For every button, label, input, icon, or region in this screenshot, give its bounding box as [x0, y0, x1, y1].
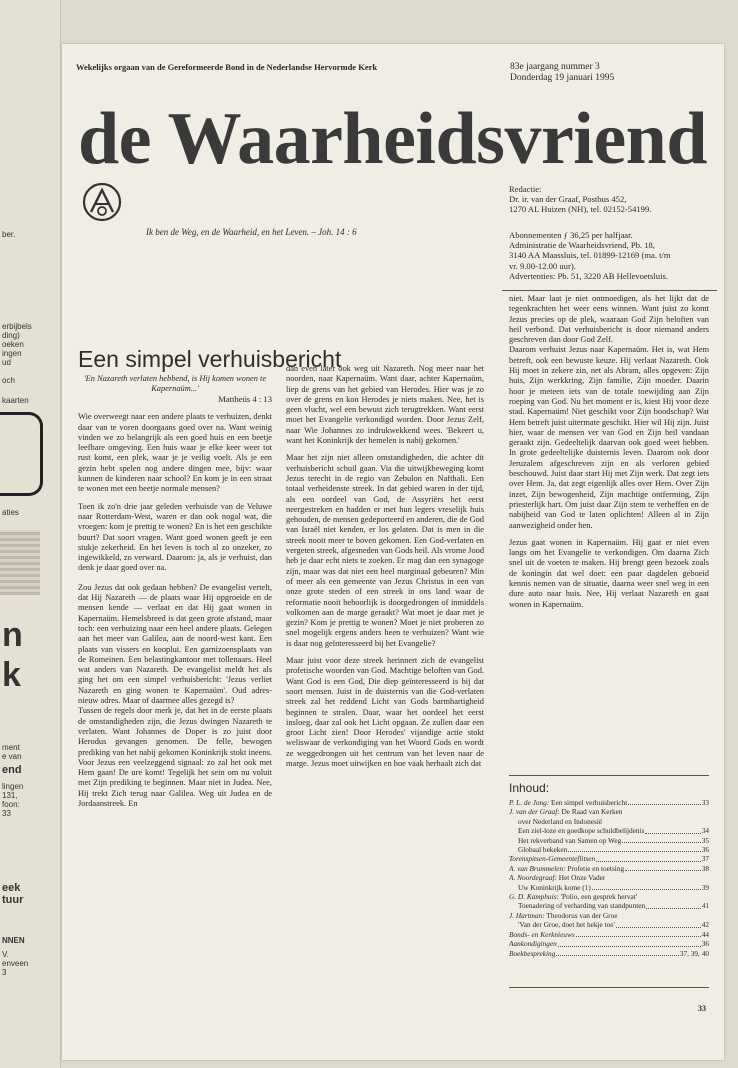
- left-fragment: k: [2, 656, 21, 694]
- toc-text: Boekbespreking: [509, 948, 556, 958]
- left-fragment: 33: [2, 809, 11, 818]
- left-fragment: e van: [2, 752, 22, 761]
- masthead-title: de Waarheidsvriend: [78, 98, 707, 180]
- toc-text: Aankondigingen: [509, 939, 557, 949]
- header-divider: [502, 290, 717, 291]
- toc-text: Een ziel-loze en goedkope schuldbelijdenis: [518, 826, 645, 836]
- toc-text: Theodorus van der Groe: [546, 910, 618, 920]
- toc-item: [509, 854, 709, 863]
- toc-leader: [628, 798, 700, 805]
- toc-text: Het Onze Vader: [558, 873, 606, 883]
- toc-title: Inhoud:: [509, 781, 550, 795]
- left-fragment: och: [2, 376, 15, 385]
- paragraph: Toen ik zo'n drie jaar geleden verhuisde van de Veluwe naar Rotterdam-West, waren er dan ook nogal wat, die vroegen: kom je prettig te wonen? En is het een geschikte buurt? Dat soort vragen. Want goed wonen geeft je een stukje zekerheid. En het leven is toch al zo onzeker, zo ingewikkeld, zo verward. Daarom: ja, als je verhuist, dan denk je daar goed over na.: [78, 501, 272, 573]
- toc-divider: [509, 775, 709, 776]
- toc-page: 35: [701, 835, 709, 845]
- toc-leader: [596, 854, 701, 861]
- toc-leader: [592, 883, 701, 890]
- paragraph: Maar juist voor deze streek herinnert zich de evangelist profetische woorden van God. Machtige beloften van God. Want God is een God, Die diep geïnteresseerd is bij dat soort mensen. Juist in de duisternis van die God-verlaten streek zal het reddend Licht van Gods barmhartigheid beginnen te stralen. Daar, waar het oordeel het eerst insloeg, daar zal ook het Licht opgaan. Ze zullen daar een groot Licht zien! Door Herodes' vijandige actie stokt weliswaar de verkondiging van het Woord Gods en wordt ze weggedrongen uit het centrum van het leven naar de marge. Jezus moet uitwijken en hoe vaak herhaalt zich dat: [286, 656, 484, 768]
- left-page-edge: [0, 0, 61, 1068]
- left-fragment: kaarten: [2, 396, 29, 405]
- toc-author: A. Noordegraaf:: [509, 873, 557, 883]
- left-fragment: V.: [2, 950, 9, 959]
- toc-leader: [556, 949, 678, 956]
- toc-author: P. L. de Jong:: [509, 798, 550, 807]
- toc-leader: [576, 930, 701, 937]
- admin-line: 3140 AA Maassluis, tel. 01899-12169 (ma. t/m: [509, 250, 671, 261]
- toc-page: 36: [701, 845, 709, 855]
- motto: Ik ben de Weg, en de Waarheid, en het Leven. – Joh. 14 : 6: [146, 227, 357, 237]
- toc-author: A. van Brummelen:: [509, 863, 566, 873]
- toc-page: 42: [701, 920, 709, 930]
- left-fragment: ment: [2, 743, 20, 752]
- toc-text: Globaal bekeken: [518, 845, 568, 855]
- toc-item: [509, 901, 709, 910]
- toc-text: Een simpel verhuisbericht: [551, 798, 628, 807]
- toc-text: 'Van der Groe, doet het hekje toe': [518, 920, 615, 930]
- left-fragment: erbijbels: [2, 322, 32, 331]
- toc-page: 34: [701, 826, 709, 836]
- toc-page: 44: [701, 929, 709, 939]
- left-fragment: ding): [2, 331, 20, 340]
- left-fragment: 131,: [2, 791, 18, 800]
- toc-item: [509, 930, 709, 939]
- newspaper-page: [62, 44, 724, 1060]
- admin-line: vr. 9.00-12.00 uur).: [509, 260, 576, 271]
- toc-item: [509, 873, 709, 882]
- left-fragment: end: [2, 764, 22, 776]
- article-column-2: [286, 364, 484, 776]
- left-fragment: ingen: [2, 349, 22, 358]
- paragraph: Maar het zijn niet alleen omstandigheden, die achter dit verhuisbericht schuil gaan. Via die uitwijkbeweging komt Jezus terecht in de regio van Zebulon en Nafthali. Een totaal verheidenste streek. In dat gebied waren in der tijd, als een oordeel van God, de Assyriërs het eerst neergestreken en hadden er met hun legers vreselijk huis gehouden, de mensen gedeporteerd en anderen, die de God van Israël niet kenden, er los gelaten. Dat is men in die streek nooit meer te boven gekomen. Een God-verlaten en vergeten streek, afgesneden van Gods heil. Als vrome Jood heb je daar echt niets te zoeken. Er mag dan een synagoge zijn, maar was dat niet een heel marginaal gebeuren? Min of meer als een gemeente van Jezus Christus in een van onze grote steden of een streek in ons land waar de reformatie nooit behoorlijk is doorgedrongen of inmiddels volkomen aan de marge geraakt? Wat moet je daar met je gezin? Kom je prettig te wonen? Moet je niet proberen zo snel mogelijk ergens anders heen te verhuizen? Want wie is daar nog geïnteresseerd bij het Evangelie?: [286, 453, 485, 648]
- toc-item: [509, 864, 709, 873]
- article-quote: 'En Nazareth verlaten hebbend, is Hij komen wonen te Kapernaüm...': [83, 374, 267, 393]
- redactie-block: [509, 184, 714, 215]
- admin-line: Advertenties: Pb. 51, 3220 AB Hellevoetsluis.: [509, 270, 668, 281]
- toc-item: [509, 949, 709, 958]
- toc-text: Bonds- en Kerknieuws: [509, 929, 575, 939]
- toc-text: Profetie en toetsing: [567, 863, 625, 873]
- toc-item: [509, 892, 709, 901]
- toc-author: G. D. Kamphuis:: [509, 892, 559, 902]
- toc-item: [509, 845, 709, 854]
- toc-text: 'Polio, een gesprek hervat': [560, 892, 638, 902]
- paragraph: Zou Jezus dat ook gedaan hebben? De evangelist vertelt, dat Hij Nazareth — de plaats waar Hij opgroeide en de mensen kende — verlaat en dat Hij gaat wonen in Kapernaüm. Hemelsbreed is dat geen grote afstand, maar toch: een verhuizing naar een heel andere plaats. Gelegen aan het meer van Galilea, aan de noord-west kant. Een plaats van vissers en kooplui. Een garnizoensplaats van de Romeinen. Een belastingkantoor met tollenaars. Heel wat anders van Nazareth. De evangelist meldt het als ging het om een simpel verhuisbericht: 'Jezus verliet Nazareth en ging wonen te Kapernaüm'. Oud adres-nieuw adres. Maar of daarmee alles gezegd is?: [78, 582, 272, 706]
- left-fragment: enveen: [2, 959, 29, 968]
- toc-item: [509, 798, 709, 807]
- left-fragment: ber.: [2, 230, 16, 239]
- toc-leader: [625, 864, 701, 871]
- toc-page: 36: [701, 939, 709, 949]
- paragraph: Wie overweegt naar een andere plaats te verhuizen, denkt daar van te voren doorgaans goed over na. Want weinig vinden we zo belangrijk als een goed huis en een beetje leefbare omgeving. Een huis waar je elke keer weer tot rust komt, een plek, waar je je veilig voelt. Als je een gezin hebt spelen nog andere dingen mee, bijv: waar kunnen de kinderen naar school? En kom je in een straat te wonen met een beetje normale mensen?: [78, 412, 272, 494]
- paragraph: Jezus gaat wonen in Kapernaüm. Hij gaat er niet even langs om het Evangelie te verkondigen. Om daarna Zich snel uit de voeten te maken. Hij brengt geen bezoek zoals de koningin dat wel doet: een paar dagdelen geboeid kennis nemen van de situatie, daarna weer snel weg in een dure auto naar huis. Nee, Hij verlaat Nazareth en gaat wonen in Kapernaüm.: [509, 537, 709, 609]
- header-tagline: Wekelijks orgaan van de Gereformeerde Bond in de Nederlandse Hervormde Kerk: [76, 62, 378, 72]
- left-frame-shape: [0, 412, 43, 496]
- toc-page: 37, 39, 40: [679, 948, 709, 958]
- admin-block: [509, 230, 719, 281]
- toc-leader: [616, 920, 701, 927]
- left-fragment: 3: [2, 968, 7, 977]
- toc-leader: [645, 826, 700, 833]
- toc-text: Het rekverband van Samen op Weg: [518, 835, 622, 845]
- toc-page: 39: [701, 882, 709, 892]
- paragraph: niet. Maar laat je niet ontmoedigen, als het lijkt dat de tegenkrachten het weer eens winnen. Want juist zo komt Jezus precies op de plek, waaraan God Zijn beloften van heil verbond. Dat verhuisbericht is door niemand anders geschreven dan door God Zelf.: [509, 294, 709, 345]
- toc-item: [509, 817, 709, 826]
- header-date: Donderdag 19 januari 1995: [510, 73, 615, 83]
- redactie-line: Dr. ir. van der Graaf, Postbus 452,: [509, 194, 627, 205]
- left-fragment: lingen: [2, 782, 24, 791]
- toc-item: [509, 807, 709, 816]
- toc-leader: [558, 939, 701, 946]
- admin-line: Abonnementen ƒ 36,25 per halfjaar.: [509, 230, 633, 240]
- article-title: Een simpel verhuisbericht: [78, 346, 342, 372]
- article-column-3: [509, 294, 709, 617]
- paragraph: Tussen de regels door merk je, dat het in de eerste plaats de omstandigheden zijn, die Jezus dwingen Nazareth te verlaten. Want Johannes de Doper is zo juist door Herodus gevangen genomen. De felle, bewogen prediking van het nabij gekomen Koninkrijk stokt ineens. Voor Jezus een veelzeggend signaal: zo zal het ook met Hem gaan! De ure komt! Tegelijk het sein om nu voluit met Zijn prediking te beginnen. Maar niet in Judea. Nee, Hij trekt Zich terug naar Galilea. Weg uit Judea en de Jordaanstreek. En: [78, 706, 272, 808]
- toc-text: Toenadering of verharding van standpunten: [518, 901, 646, 911]
- toc-leader: [622, 836, 700, 843]
- toc-author: J. Hartman:: [509, 910, 545, 920]
- left-fragment: ud: [2, 358, 11, 367]
- toc-item: [509, 826, 709, 835]
- toc-item: [509, 911, 709, 920]
- toc-text: Torenspitsen-Gemeenteflitsen: [509, 854, 596, 864]
- toc-bottom-divider: [509, 987, 709, 988]
- paragraph: Daarom verhuist Jezus naar Kapernaüm. Het is, wat Hem betreft, ook een bewuste keuze. Hij verlaat Nazareth. Ook Hij moet in zekere zin, net als Abram, alles opgeven: Zijn huis, Zijn werkkring, Zijn familie, Zijn moeder. Daarin hoor je meteen iets van de totale toewijding aan Zijn roeping van God. Nu het moment er is, kiest Hij voor deze stad. Kapernaüm! Niet geschikt voor Zijn boodschap? Wat Hem betreft juist uitermate geschikt. Hier wil Hij zijn. Juist hier, waar de mensen ver van God en Zijn heil vandaan geraakt zijn. Gedeeltelijk daarvan ook goed weet hebben. In grote gedeeltelijke duisternis leven. Daarom ook door Jeruzalem afgeschreven zijn en als verloren gebied beschouwd. Juist daar start Hij met Zijn werk. Dat zegt iets over Hem. Ja, dat zegt eigenlijk alles over Hem. Over Zijn inzet, Zijn bewogenheid, Zijn machtige ontferming, Zijn priesterlijk hart. Om juist daar Zijn stem te verheffen en de nabijheid van God te laten oplichten! Alleen al in Zijn aanwezigheid onder hen.: [509, 345, 709, 530]
- left-image: [0, 530, 40, 595]
- paragraph: dan even later ook weg uit Nazareth. Nog meer naar het noorden, naar Kapernaüm. Want daar, achter Kapernaüm, liep de grens van het gebied van Herodes. Hier was je zo over de grens en kon Herodes je niets maken. Nee, het is geen vlucht, wel een bewust zich terugtrekken. Want eerst moet het Evangelie verkondigd worden. Door Jezus Zelf, naar Wie Johannes zo indrukwekkend wees. 'Bekeert u, want het Koninkrijk der hemelen is nabij gekomen.': [286, 364, 484, 446]
- toc-list: [509, 798, 709, 958]
- toc-text: Uw Koninkrijk kome (1): [518, 882, 591, 892]
- redactie-line: Redactie:: [509, 184, 542, 194]
- left-fragment: oeken: [2, 340, 24, 349]
- table-of-contents: [509, 781, 709, 958]
- toc-item: [509, 939, 709, 948]
- quote-reference: Mattheüs 4 : 13: [218, 394, 272, 404]
- left-fragment: aties: [2, 508, 19, 517]
- toc-page: 38: [701, 863, 709, 873]
- gereformeerde-bond-logo: [82, 182, 122, 222]
- toc-text: De Raad van Kerken: [561, 807, 623, 817]
- toc-item: [509, 883, 709, 892]
- toc-page: 37: [701, 854, 709, 864]
- redactie-line: 1270 AL Huizen (NH), tel. 02152-54199.: [509, 204, 652, 215]
- left-fragment: foon:: [2, 800, 20, 809]
- toc-leader: [568, 845, 700, 852]
- page-number: 33: [698, 1004, 706, 1013]
- left-fragment: eek: [2, 882, 21, 894]
- toc-page: 41: [701, 901, 709, 911]
- toc-page: 33: [701, 798, 709, 807]
- toc-author: J. van der Graaf:: [509, 807, 560, 817]
- toc-item: [509, 920, 709, 929]
- toc-item: [509, 836, 709, 845]
- admin-line: Administratie de Waarheidsvriend, Pb. 18,: [509, 240, 655, 251]
- left-fragment: n: [2, 616, 23, 654]
- toc-text: over Nederland en Indonesië: [518, 816, 603, 826]
- left-fragment: NNEN: [2, 936, 25, 945]
- header-volume: 83e jaargang nummer 3: [510, 62, 600, 72]
- article-column-1: [78, 374, 272, 816]
- left-fragment: tuur: [2, 894, 24, 906]
- toc-leader: [646, 901, 701, 908]
